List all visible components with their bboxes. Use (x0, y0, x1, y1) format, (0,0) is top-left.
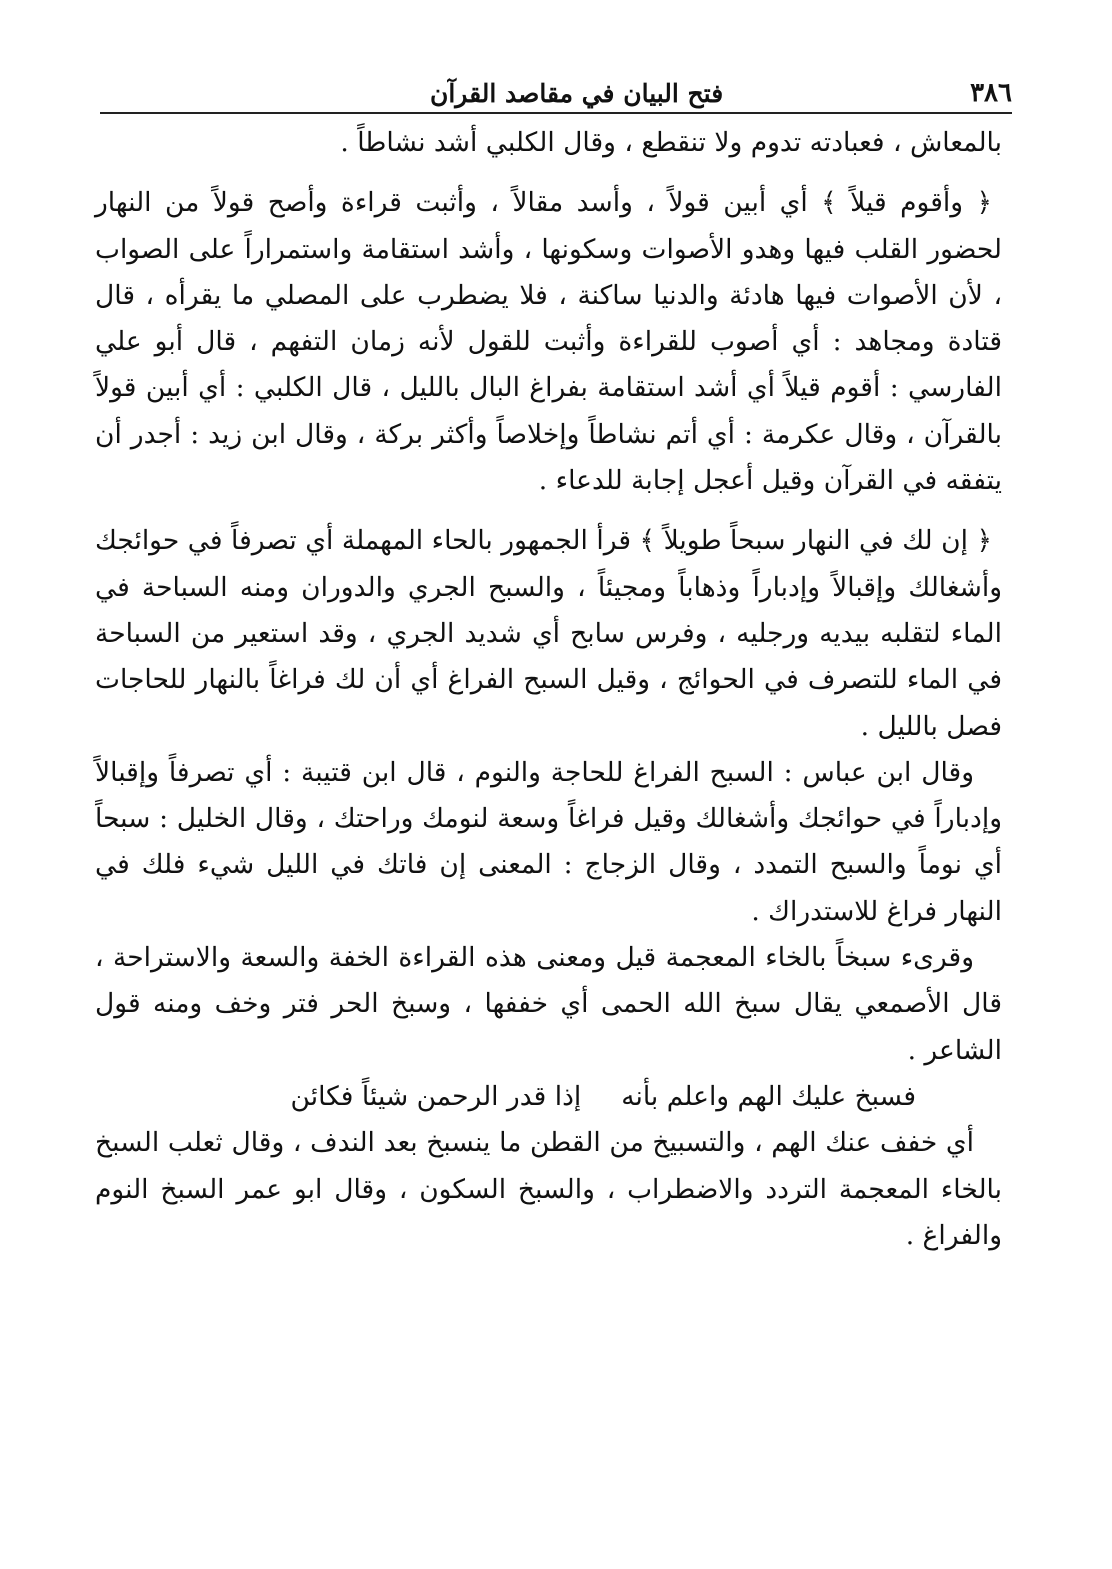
page-body (95, 120, 1002, 1259)
paragraph: ﴿ إن لك في النهار سبحاً طويلاً ﴾ قرأ الجمهور بالحاء المهملة أي تصرفاً في حوائجك وأشغالك وإقبالاً وإدباراً وذهاباً ومجيئاً ، والسبح الجري والدوران ومنه السباحة في الماء لتقلبه بيديه ورجليه ، وفرس سابح أي شديد الجري ، وقد استعير من السباحة في الماء للتصرف في الحوائج ، وقيل السبح الفراغ أي أن لك فراغاً بالنهار للحاجات فصل بالليل . (95, 525, 1002, 742)
paragraph: ﴿ وأقوم قيلاً ﴾ أي أبين قولاً ، وأسد مقالاً ، وأثبت قراءة وأصح قولاً من النهار لحضور القلب فيها وهدو الأصوات وسكونها ، وأشد استقامة واستمراراً على الصواب ، لأن الأصوات فيها هادئة والدنيا ساكنة ، فلا يضطرب على المصلي ما يقرأه ، قال قتادة ومجاهد : أي أصوب للقراءة وأثبت للقول لأنه زمان التفهم ، قال أبو علي الفارسي : أقوم قيلاً أي أشد استقامة بفراغ البال بالليل ، قال الكلبي : أي أبين قولاً بالقرآن ، وقال عكرمة : أي أتم نشاطاً وإخلاصاً وأكثر بركة ، وقال ابن زيد : أجدر أن يتفقه في القرآن وقيل أعجل إجابة للدعاء . (95, 187, 1002, 497)
page-number: ٣٨٦ (970, 78, 1012, 108)
verse-second-hemistich: إذا قدر الرحمن شيئاً فكائن (290, 1080, 582, 1112)
paragraph: وقرىء سبخاً بالخاء المعجمة قيل ومعنى هذه القراءة الخفة والسعة والاستراحة ، قال الأصمعي يقال سبخ الله الحمى أي خففها ، وسبخ الحر فتر وخف ومنه قول الشاعر . (95, 942, 1002, 1066)
paragraph: أي خفف عنك الهم ، والتسبيخ من القطن ما ينسبخ بعد الندف ، وقال ثعلب السبخ بالخاء المعجمة التردد والاضطراب ، والسبخ السكون ، وقال ابو عمر السبخ النوم والفراغ . (95, 1127, 1002, 1251)
poetry-verse (95, 1074, 1002, 1120)
running-title: فتح البيان في مقاصد القرآن (430, 79, 724, 108)
verse-first-hemistich: فسبخ عليك الهم واعلم بأنه (621, 1080, 916, 1112)
paragraph: وقال ابن عباس : السبح الفراغ للحاجة والنوم ، قال ابن قتيبة : أي تصرفاً وإقبالاً وإدباراً في حوائجك وأشغالك وقيل فراغاً وسعة لنومك وراحتك ، وقال الخليل : سبحاً أي نوماً والسبح التمدد ، وقال الزجاج : المعنى إن فاتك في الليل شيء فلك في النهار فراغ للاستدراك . (95, 756, 1002, 927)
page-header (100, 64, 1012, 114)
paragraph: بالمعاش ، فعبادته تدوم ولا تنقطع ، وقال الكلبي أشد نشاطاً . (340, 127, 1002, 158)
